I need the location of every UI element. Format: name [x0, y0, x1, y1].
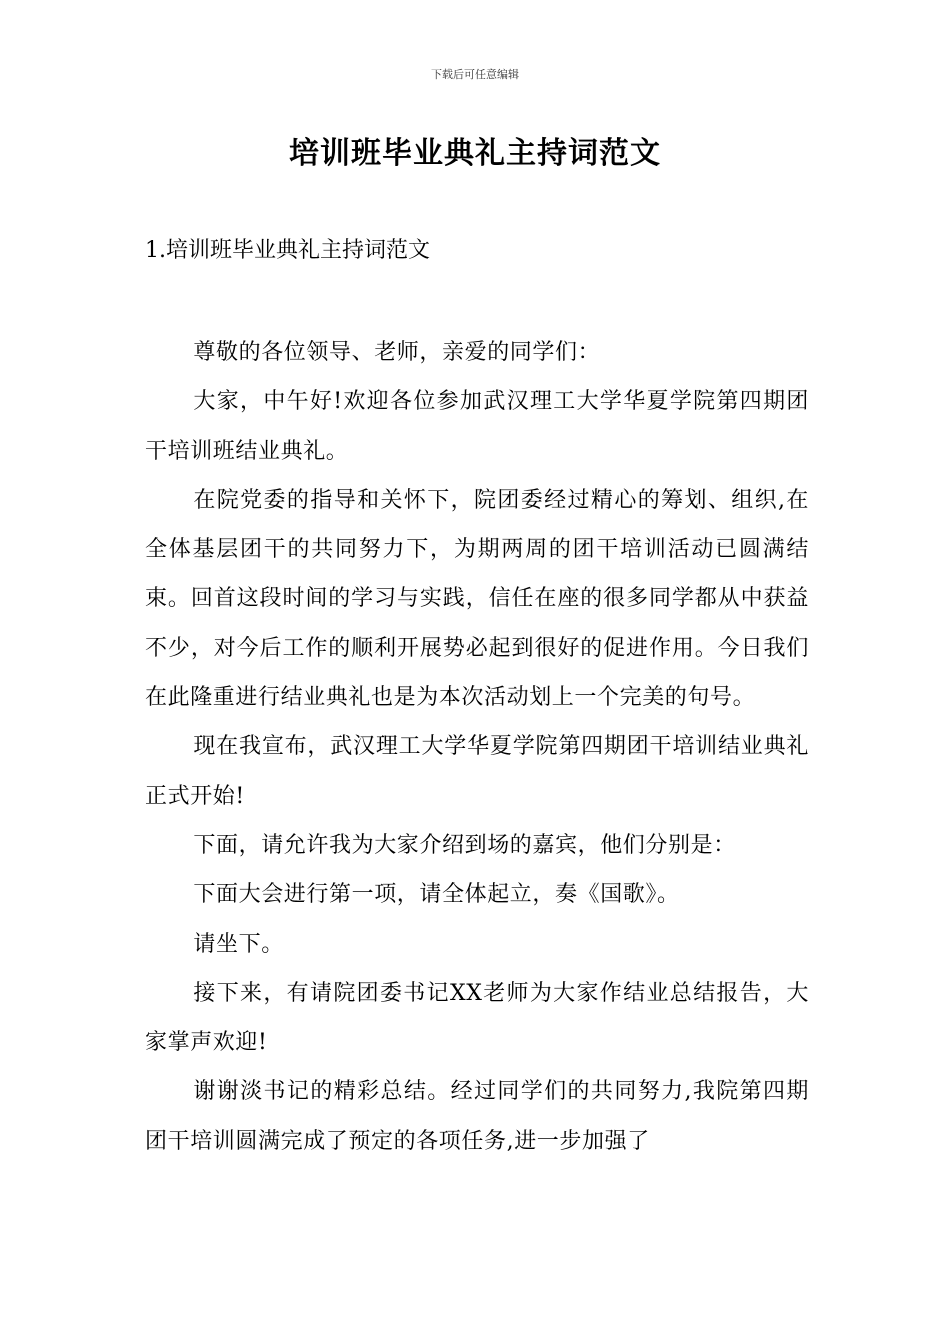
paragraph: 下面，请允许我为大家介绍到场的嘉宾，他们分别是： — [193, 832, 736, 858]
paragraph: 大家，中午好!欢迎各位参加武汉理工大学华夏学院第四期团干培训班结业典礼。 — [145, 389, 809, 464]
paragraph: 接下来，有请院团委书记XX老师为大家作结业总结报告，大家掌声欢迎! — [145, 980, 809, 1056]
paragraph: 请坐下。 — [193, 931, 284, 957]
paragraph: 谢谢淡书记的精彩总结。经过同学们的共同努力,我院第四期团干培训圆满完成了预定的各项任务,进一步加强了 — [145, 1079, 809, 1154]
paragraph: 现在我宣布，武汉理工大学华夏学院第四期团干培训结业典礼正式开始! — [145, 734, 809, 809]
paragraph: 下面大会进行第一项，请全体起立，奏《国歌》。 — [193, 882, 680, 908]
paragraph: 尊敬的各位领导、老师，亲爱的同学们： — [193, 340, 601, 365]
header-note: 下载后可任意编辑 — [431, 68, 519, 81]
document-title: 培训班毕业典礼主持词范文 — [289, 136, 661, 171]
body-text — [145, 328, 809, 1166]
paragraph: 在院党委的指导和关怀下，院团委经过精心的筹划、组织,在全体基层团干的共同努力下，为期两周的团干培训活动已圆满结束。回首这段时间的学习与实践，信任在座的很多同学都从中获益不少，对今后工作的顺利开展势必起到很好的促进作用。今日我们在此隆重进行结业典礼也是为本次活动划上一个完美的句号。 — [145, 487, 809, 711]
section-heading: 1.培训班毕业典礼主持词范文 — [145, 238, 430, 263]
